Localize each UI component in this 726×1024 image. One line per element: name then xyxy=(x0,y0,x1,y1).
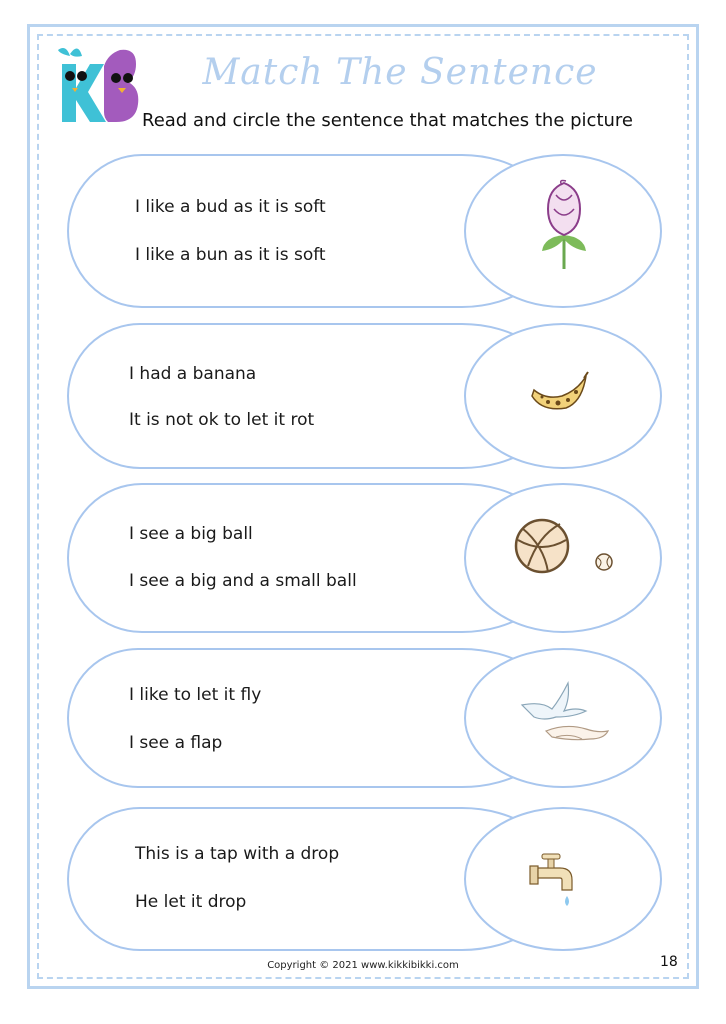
sentence-row-4 xyxy=(66,647,663,799)
sentence-option: It is not ok to let it rot xyxy=(129,410,315,430)
sentence-row-2 xyxy=(66,322,663,474)
sentence-option: He let it drop xyxy=(135,892,247,912)
dove-hands-icon xyxy=(516,677,612,747)
sentence-option: I like a bun as it is soft xyxy=(135,245,326,265)
rotten-banana-icon xyxy=(528,370,590,416)
page-title: Match The Sentence xyxy=(202,52,598,93)
sentence-option: I had a banana xyxy=(129,364,257,384)
balls-icon xyxy=(514,516,618,578)
sentence-option: This is a tap with a drop xyxy=(135,844,340,864)
page-number: 18 xyxy=(660,954,678,970)
tap-drop-icon xyxy=(528,846,584,916)
sentence-row-1 xyxy=(66,153,663,305)
instruction-text: Read and circle the sentence that matches the picture xyxy=(142,110,633,131)
sentence-row-5 xyxy=(66,806,663,958)
sentence-option: I see a big and a small ball xyxy=(129,571,357,591)
sentence-option: I like to let it fly xyxy=(129,685,262,705)
rose-bud-icon xyxy=(536,179,592,273)
sentence-option[interactable]: I like a bud as it is soft xyxy=(135,197,326,217)
sentence-option: I see a big ball xyxy=(129,524,253,544)
sentence-option: I see a flap xyxy=(129,733,223,753)
copyright-footer: Copyright © 2021 www.kikkibikki.com xyxy=(267,960,459,971)
sentence-row-3 xyxy=(66,482,663,634)
kikki-bikki-logo-icon xyxy=(48,42,144,126)
